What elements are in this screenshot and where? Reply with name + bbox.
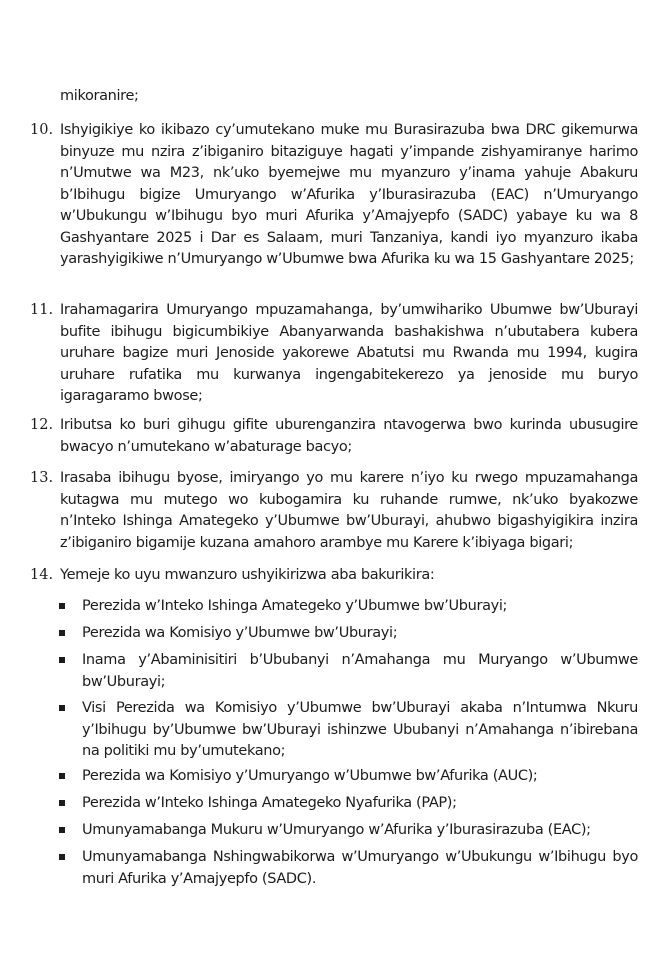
square-bullet-icon (59, 800, 65, 806)
recipient-text: Inama y’Abaminisitiri b’Ububanyi n’Amahanga mu Muryango w’Ubumwe bw’Uburayi; (82, 652, 638, 690)
recipient-text: Perezida wa Komisiyo y’Umuryango w’Ubumwe bw’Afurika (AUC); (82, 768, 538, 784)
square-bullet-icon (59, 705, 65, 711)
recipient-text: Perezida w’Inteko Ishinga Amategeko Nyafurika (PAP); (82, 795, 457, 811)
square-bullet-icon (59, 657, 65, 663)
item-number: 13. (30, 470, 54, 486)
square-bullet-icon (59, 854, 65, 860)
item-number: 14. (30, 567, 54, 583)
square-bullet-icon (59, 603, 65, 609)
recipient-text: Umunyamabanga Mukuru w’Umuryango w’Afurika y’Iburasirazuba (EAC); (82, 822, 591, 838)
recipient-text: Perezida wa Komisiyo y’Ubumwe bw’Uburayi; (82, 625, 398, 641)
item-number: 11. (30, 302, 54, 318)
item-number: 12. (30, 417, 54, 433)
recipient-text: Umunyamabanga Nshingwabikorwa w’Umuryango w’Ubukungu w’Ibihugu byo muri Afurika y’Amajyepfo (SADC). (82, 849, 638, 887)
item-text: Irasaba ibihugu byose, imiryango yo mu karere n’iyo ku rwego mpuzamahanga kutagwa mu mutego wo kubogamira ku ruhande rumwe, nk’uko byakozwe n’Inteko Ishinga Amategeko y’Ubumwe bw’Uburayi, ahubwo bigashyigikira inzira z’ibiganiro bigamije kuzana amahoro arambye mu Karere k’ibiyaga bigari; (60, 470, 638, 551)
item-text: Ishyigikiye ko ikibazo cy’umutekano muke mu Burasirazuba bwa DRC gikemurwa binyuze mu nzira z’ibiganiro bitaziguye hagati y’impande zishyamiranye harimo n’Umutwe wa M23, nk’uko byemejwe mu myanzuro y’inama yahuje Abakuru b’Ibihugu bigize Umuryango w’Afurika y’Iburasirazuba (EAC) n’Umuryango w’Ubukungu w’Ibihugu byo muri Afurika y’Amajyepfo (SADC) yabaye ku wa 8 Gashyantare 2025 i Dar es Salaam, muri Tanzaniya, kandi iyo myanzuro ikaba yarashyigikiwe n’Umuryango w’Ubumwe bwa Afurika ku wa 15 Gashyantare 2025; (60, 122, 638, 267)
square-bullet-icon (59, 827, 65, 833)
square-bullet-icon (59, 773, 65, 779)
recipient-text: Visi Perezida wa Komisiyo y’Ubumwe bw’Uburayi akaba n’Intumwa Nkuru y’Ibihugu by’Ubumwe bw’Uburayi ishinzwe Ububanyi n’Amahanga n’ibirebana na politiki mu by’umutekano; (82, 700, 638, 759)
continuation-text: mikoranire; (60, 88, 139, 104)
item-text: Iributsa ko buri gihugu gifite uburenganzira ntavogerwa bwo kurinda ubusugire bwacyo n’umutekano w’abaturage bacyo; (60, 417, 638, 455)
square-bullet-icon (59, 630, 65, 636)
recipient-text: Perezida w’Inteko Ishinga Amategeko y’Ubumwe bw’Uburayi; (82, 598, 508, 614)
item-text: Irahamagarira Umuryango mpuzamahanga, by’umwihariko Ubumwe bw’Uburayi bufite ibihugu bigicumbikiye Abanyarwanda bashakishwa n’ubutabera kubera uruhare bagize muri Jenoside yakorewe Abatutsi mu Rwanda mu 1994, kugira uruhare rufatika mu kurwanya ingengabitekerezo ya jenoside mu buryo igaragaramo bwose; (60, 302, 638, 404)
item-number: 10. (30, 122, 54, 138)
item-text: Yemeje ko uyu mwanzuro ushyikirizwa aba bakurikira: (60, 567, 435, 583)
